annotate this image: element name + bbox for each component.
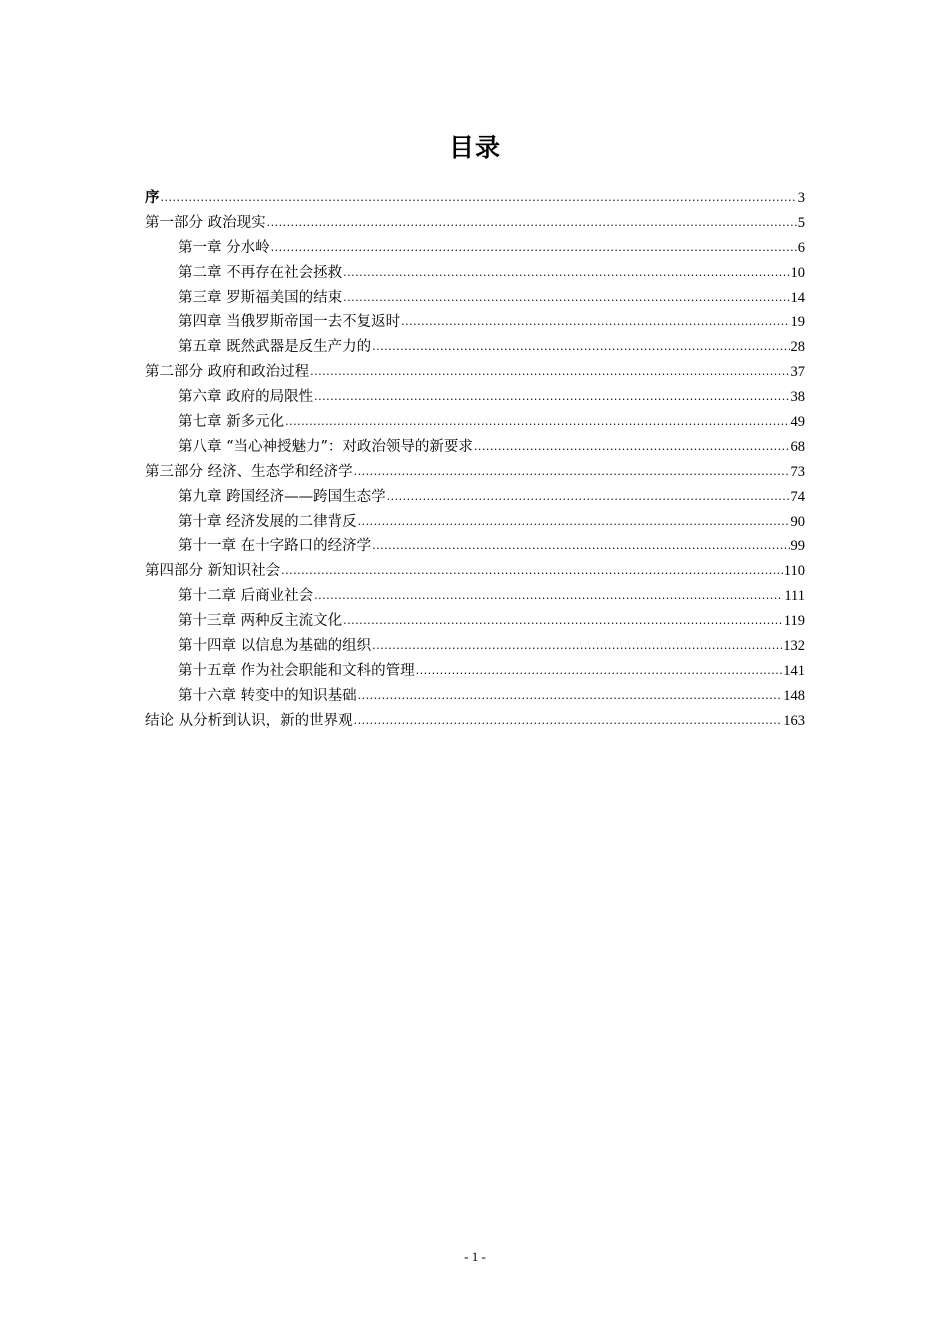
toc-entry[interactable] [145,261,805,286]
toc-entry-label: 第十六章 转变中的知识基础 [178,687,357,704]
toc-dot-leader [285,410,789,435]
toc-entry-label: 第二章 不再存在社会拯救 [178,264,343,281]
toc-entry-page-number: 119 [783,613,805,630]
page-title: 目录 [448,133,501,162]
toc-entry-label: 结论 从分析到认识，新的世界观 [145,712,353,729]
toc-entry[interactable] [145,186,805,211]
toc-entry[interactable] [145,584,805,609]
toc-dot-leader [416,659,783,684]
toc-entry-page-number: 37 [790,364,805,381]
toc-dot-leader [372,335,789,360]
toc-entry-label: 序 [145,190,160,206]
toc-entry[interactable] [145,385,805,410]
toc-dot-leader [314,584,783,609]
toc-entry-page-number: 110 [783,563,805,580]
toc-dot-leader [343,286,789,311]
toc-entry-label: 第十五章 作为社会职能和文科的管理 [178,662,415,679]
toc-entry-page-number: 90 [790,513,805,530]
toc-dot-leader [372,534,789,559]
toc-entry-page-number: 5 [797,214,805,231]
toc-entry-page-number: 6 [797,239,805,256]
toc-entry-label: 第一章 分水岭 [178,239,270,256]
toc-entry-label: 第十四章 以信息为基础的组织 [178,638,372,655]
toc-entry-page-number: 14 [790,289,805,306]
toc-dot-leader [474,435,790,460]
table-of-contents [145,186,805,734]
toc-entry[interactable] [145,360,805,385]
toc-entry-label: 第十二章 后商业社会 [178,588,314,605]
toc-entry[interactable] [145,286,805,311]
toc-entry-page-number: 3 [797,190,805,206]
toc-entry-page-number: 68 [790,438,805,455]
toc-entry-page-number: 141 [783,662,805,679]
toc-entry-label: 第四部分 新知识社会 [145,563,281,580]
toc-entry-page-number: 49 [790,414,805,431]
toc-entry-label: 第一部分 政治现实 [145,214,266,231]
toc-entry-page-number: 74 [790,488,805,505]
toc-dot-leader [271,236,797,261]
toc-entry[interactable] [145,435,805,460]
toc-dot-leader [358,684,783,709]
toc-entry-page-number: 10 [790,264,805,281]
toc-entry-page-number: 148 [783,687,805,704]
toc-dot-leader [343,609,783,634]
toc-dot-leader [387,485,790,510]
toc-entry[interactable] [145,684,805,709]
toc-entry-label: 第十一章 在十字路口的经济学 [178,538,372,555]
toc-entry-label: 第六章 政府的局限性 [178,389,314,406]
toc-entry-label: 第十章 经济发展的二律背反 [178,513,357,530]
toc-dot-leader [310,360,789,385]
toc-entry-page-number: 19 [790,314,805,331]
toc-entry-page-number: 132 [783,638,805,655]
toc-entry[interactable] [145,485,805,510]
toc-entry-page-number: 38 [790,389,805,406]
toc-entry[interactable] [145,559,805,584]
toc-entry-label: 第十三章 两种反主流文化 [178,613,343,630]
toc-entry[interactable] [145,634,805,659]
toc-dot-leader [372,634,782,659]
toc-entry[interactable] [145,335,805,360]
toc-dot-leader [358,510,790,535]
toc-dot-leader [401,310,789,335]
toc-entry-page-number: 99 [790,538,805,555]
toc-entry[interactable] [145,310,805,335]
page-number-footer: - 1 - [464,1249,486,1264]
toc-entry-label: 第三部分 经济、生态学和经济学 [145,463,353,480]
toc-entry-label: 第三章 罗斯福美国的结束 [178,289,343,306]
toc-entry-label: 第二部分 政府和政治过程 [145,364,310,381]
toc-entry-page-number: 111 [784,588,805,605]
toc-entry-page-number: 163 [783,712,805,729]
toc-dot-leader [314,385,789,410]
toc-entry-page-number: 28 [790,339,805,356]
toc-entry[interactable] [145,211,805,236]
toc-entry[interactable] [145,659,805,684]
toc-entry-label: 第七章 新多元化 [178,414,285,431]
toc-dot-leader [343,261,789,286]
toc-entry[interactable] [145,534,805,559]
toc-entry-label: 第九章 跨国经济——跨国生态学 [178,488,386,505]
toc-entry[interactable] [145,510,805,535]
toc-dot-leader [267,211,797,236]
toc-dot-leader [281,559,783,584]
toc-entry-label: 第八章 “当心神授魅力”：对政治领导的新要求 [178,438,473,455]
toc-dot-leader [161,186,797,211]
toc-entry-page-number: 73 [790,463,805,480]
toc-entry[interactable] [145,236,805,261]
toc-entry[interactable] [145,410,805,435]
toc-entry-label: 第五章 既然武器是反生产力的 [178,339,372,356]
toc-entry[interactable] [145,609,805,634]
toc-entry[interactable] [145,709,805,734]
toc-dot-leader [354,709,783,734]
toc-entry[interactable] [145,460,805,485]
toc-dot-leader [354,460,790,485]
toc-entry-label: 第四章 当俄罗斯帝国一去不复返时 [178,314,401,331]
